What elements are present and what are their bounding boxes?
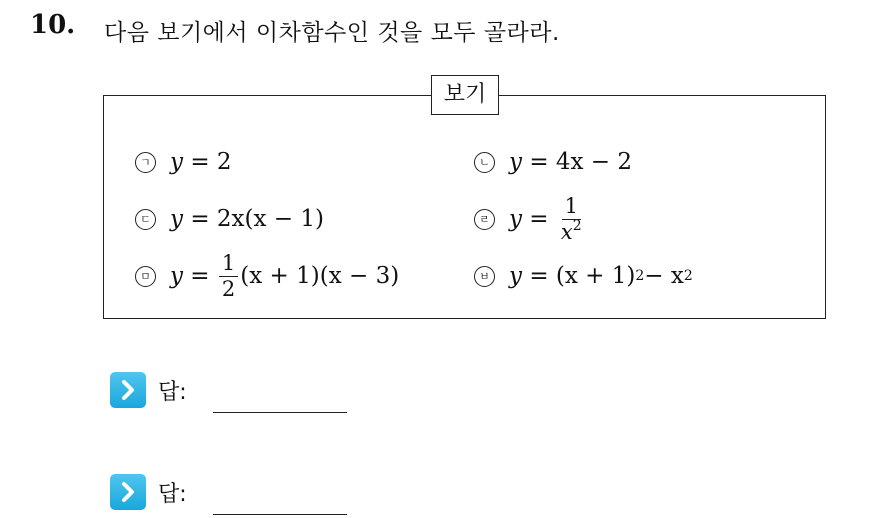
expr-lhs: y — [509, 206, 522, 232]
expr-lhs: y — [170, 263, 183, 289]
choice-marker: ㄹ — [474, 209, 495, 230]
answer-label: 답: — [158, 481, 187, 507]
choice-expression — [170, 149, 232, 175]
chevron-right-icon — [110, 372, 146, 408]
fraction-numerator: 1 — [219, 253, 238, 277]
denominator-base: x — [560, 219, 573, 244]
fraction-denominator — [558, 217, 585, 244]
choice-marker: ㅂ — [474, 266, 495, 287]
answer-label: 답: — [158, 379, 187, 405]
expr-tail: (x + 1)(x − 3) — [240, 263, 400, 289]
choice-item-1 — [135, 140, 232, 184]
example-box-label: 보기 — [431, 75, 499, 115]
expr-lhs: y — [170, 206, 183, 232]
choice-marker: ㅁ — [135, 266, 156, 287]
choice-expression: y = $\frac{1}{x^2}$ — [509, 196, 587, 243]
expr-tail: − x — [644, 263, 684, 289]
denominator-exponent: 2 — [572, 217, 582, 234]
expr-lhs: y — [170, 149, 183, 175]
answer-row-1 — [110, 372, 187, 408]
choice-item-4 — [474, 193, 587, 244]
expr-rhs: = (x + 1) — [529, 263, 636, 289]
expr-lhs: y — [509, 263, 522, 289]
answer-blank-1[interactable] — [213, 412, 347, 413]
choice-item-6 — [474, 254, 693, 298]
question-number: 10. — [30, 10, 76, 40]
choice-item-3 — [135, 197, 324, 241]
answer-row-2 — [110, 474, 187, 510]
fraction-numerator: 1 — [562, 196, 581, 220]
expr-rhs: = 2x(x − 1) — [190, 206, 324, 232]
choice-expression: y = (x + 1) 2 − x 2 — [509, 263, 693, 289]
choice-marker: ㄱ — [135, 152, 156, 173]
expr-rhs: = 4x − 2 — [529, 149, 633, 175]
fraction — [219, 250, 238, 301]
choice-marker: ㄴ — [474, 152, 495, 173]
answer-blank-2[interactable] — [213, 514, 347, 515]
chevron-right-icon — [110, 474, 146, 510]
question-text: 다음 보기에서 이차함수인 것을 모두 골라라. — [104, 20, 560, 46]
expr-lhs: y — [509, 149, 522, 175]
expr-rhs: = 2 — [190, 149, 232, 175]
choice-expression: y = $\frac{1}{2}$ (x + 1)(x − 3) — [170, 250, 400, 301]
choice-marker: ㄷ — [135, 209, 156, 230]
fraction-denominator: 2 — [221, 276, 236, 301]
choice-expression — [509, 149, 632, 175]
choice-item-2 — [474, 140, 632, 184]
fraction — [558, 193, 585, 244]
choice-expression — [170, 206, 324, 232]
choice-item-5 — [135, 250, 400, 301]
